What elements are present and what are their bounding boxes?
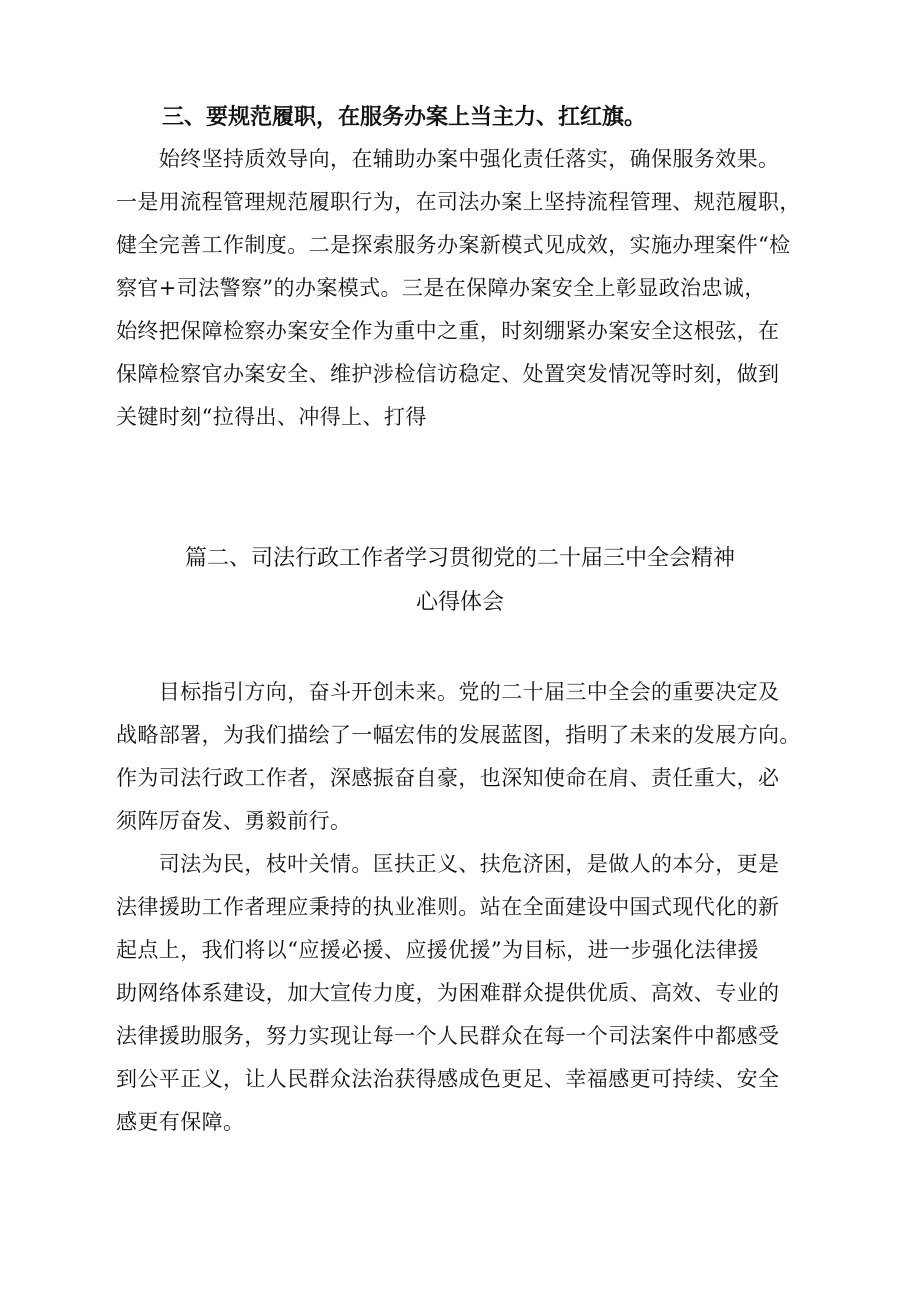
paragraph-line: 助网络体系建设，加大宣传力度，为困难群众提供优质、高效、专业的 xyxy=(116,981,780,1005)
paragraph-line: 始终把保障检察办案安全作为重中之重，时刻绷紧办案安全这根弦，在 xyxy=(116,319,780,343)
article-title-line-2: 心得体会 xyxy=(415,590,504,615)
section-heading: 三、要规范履职，在服务办案上当主力、扛红旗。 xyxy=(162,105,647,130)
paragraph-line: 察官+司法警察”的办案模式。三是在保障办案安全上彰显政治忠诚， xyxy=(116,276,766,300)
body-paragraph-1 xyxy=(116,671,836,843)
paragraph-line: 健全完善工作制度。二是探索服务办案新模式见成效，实施办理案件“检 xyxy=(116,233,791,257)
paragraph-line: 目标指引方向，奋斗开创未来。党的二十届三中全会的重要决定及 xyxy=(116,680,780,704)
paragraph-line: 关键时刻“拉得出、冲得上、打得 xyxy=(116,405,427,429)
paragraph-line: 须阵厉奋发、勇毅前行。 xyxy=(116,809,352,833)
paragraph-line: 始终坚持质效导向，在辅助办案中强化责任落实，确保服务效果。 xyxy=(116,147,780,171)
paragraph-line: 保障检察官办案安全、维护涉检信访稳定、处置突发情况等时刻，做到 xyxy=(116,362,780,386)
paragraph-line: 到公平正义，让人民群众法治获得感成色更足、幸福感更可持续、安全 xyxy=(116,1067,780,1091)
paragraph-line: 法律援助工作者理应秉持的执业准则。站在全面建设中国式现代化的新 xyxy=(116,895,780,919)
article-title-line-1: 篇二、司法行政工作者学习贯彻党的二十届三中全会精神 xyxy=(184,546,735,571)
body-paragraph-2 xyxy=(116,843,836,1144)
section-paragraph xyxy=(116,138,836,439)
paragraph-line: 法律援助服务，努力实现让每一个人民群众在每一个司法案件中都感受 xyxy=(116,1024,780,1048)
paragraph-line: 起点上，我们将以“应援必援、应援优援”为目标，进一步强化法律援 xyxy=(116,938,759,962)
paragraph-line: 感更有保障。 xyxy=(116,1110,245,1134)
paragraph-line: 司法为民，枝叶关情。匡扶正义、扶危济困，是做人的本分，更是 xyxy=(116,852,780,876)
paragraph-line: 作为司法行政工作者，深感振奋自豪，也深知使命在肩、责任重大，必 xyxy=(116,766,780,790)
paragraph-line: 一是用流程管理规范履职行为，在司法办案上坚持流程管理、规范履职， xyxy=(116,190,801,214)
paragraph-line: 战略部署，为我们描绘了一幅宏伟的发展蓝图，指明了未来的发展方向。 xyxy=(116,723,801,747)
